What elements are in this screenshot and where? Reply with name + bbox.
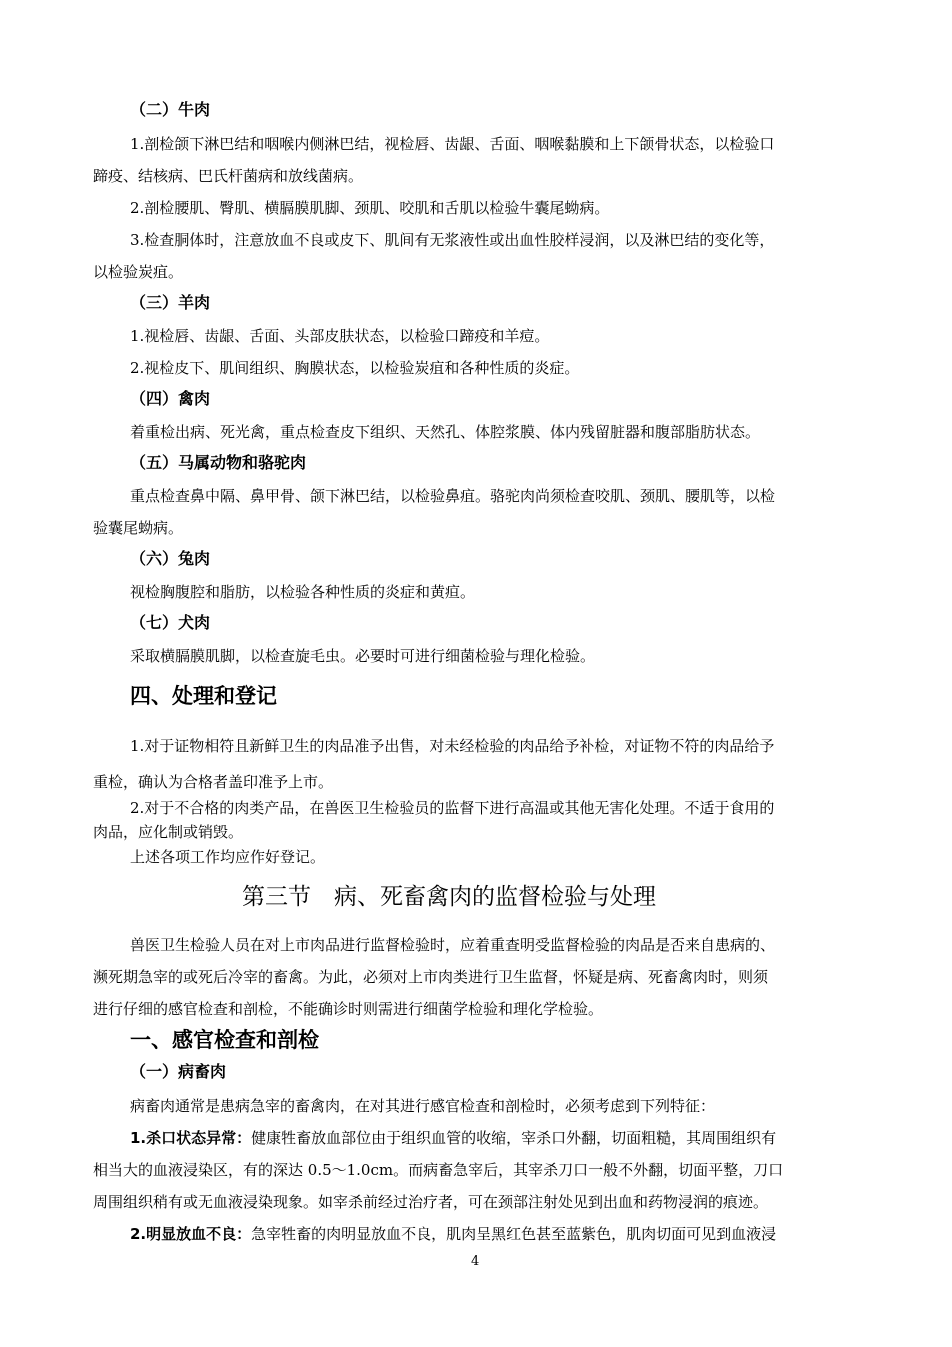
diseased-meat-intro: 病畜肉通常是患病急宰的畜禽肉，在对其进行感官检查和剖检时，必须考虑到下列特征： [130,1097,716,1115]
subheading-horse-camel: （五）马属动物和骆驼肉 [130,453,307,472]
item1-label: 1.杀口状态异常： [130,1129,252,1147]
beef-para1-line1: 1.剖检颌下淋巴结和咽喉内侧淋巴结，视检唇、齿龈、舌面、咽喉黏膜和上下颌骨状态，以检验口 [130,135,775,153]
section-heading-sensory: 一、感官检查和剖检 [130,1028,319,1052]
horse-para1-line1: 重点检查鼻中隔、鼻甲骨、颌下淋巴结，以检验鼻疽。骆驼肉尚须检查咬肌、颈肌、腰肌等，以检 [130,487,776,505]
mutton-para2: 2.视检皮下、肌间组织、胸膜状态，以检验炭疽和各种性质的炎症。 [130,359,580,377]
beef-para3-line1: 3.检查胴体时，注意放血不良或皮下、肌间有无浆液性或出血性胶样浸润，以及淋巴结的变化等， [130,231,775,249]
item1-line2: 相当大的血液浸染区，有的深达 0.5～1.0cm。而病畜急宰后，其宰杀刀口一般不外翻，切面平整，刀口 [93,1161,784,1179]
item2-text: 急宰牲畜的肉明显放血不良，肌肉呈黑红色甚至蓝紫色，肌肉切面可见到血液浸 [251,1225,777,1243]
subheading-dog: （七）犬肉 [130,613,211,632]
mutton-para1: 1.视检唇、齿龈、舌面、头部皮肤状态，以检验口蹄疫和羊痘。 [130,327,550,345]
section3-intro-line2: 濒死期急宰的或死后冷宰的畜禽。为此，必须对上市肉类进行卫生监督，怀疑是病、死畜禽肉时，则须 [93,968,769,986]
item2-line1 [130,1224,776,1244]
handling-para1-line2: 重检，确认为合格者盖印准予上市。 [93,773,334,791]
subheading-rabbit: （六）兔肉 [130,549,211,568]
subheading-poultry: （四）禽肉 [130,389,211,408]
subheading-beef: （二）牛肉 [130,100,211,119]
beef-para1-line2: 蹄疫、结核病、巴氏杆菌病和放线菌病。 [93,167,364,185]
beef-para3-line2: 以检验炭疽。 [93,263,184,281]
handling-para2-line1: 2.对于不合格的肉类产品，在兽医卫生检验员的监督下进行高温或其他无害化处理。不适于食用的 [130,799,775,817]
section-title-3: 第三节 病、死畜禽肉的监督检验与处理 [242,884,656,910]
handling-para3: 上述各项工作均应作好登记。 [130,848,326,866]
item2-label: 2.明显放血不良： [130,1225,252,1243]
section-heading-handling: 四、处理和登记 [130,684,277,708]
page-number: 4 [471,1254,480,1269]
section3-intro-line1: 兽医卫生检验人员在对上市肉品进行监督检验时，应着重查明受监督检验的肉品是否来自患病的、 [130,936,776,954]
handling-para2-line2: 肉品，应化制或销毁。 [93,823,244,841]
section3-intro-line3: 进行仔细的感官检查和剖检，不能确诊时则需进行细菌学检验和理化学检验。 [93,1000,604,1018]
subheading-diseased-meat: （一）病畜肉 [130,1062,227,1081]
beef-para2: 2.剖检腰肌、臀肌、横膈膜肌脚、颈肌、咬肌和舌肌以检验牛囊尾蚴病。 [130,199,610,217]
subheading-mutton: （三）羊肉 [130,293,211,312]
rabbit-para1: 视检胸腹腔和脂肪，以检验各种性质的炎症和黄疸。 [130,583,476,601]
dog-para1: 采取横膈膜肌脚，以检查旋毛虫。必要时可进行细菌检验与理化检验。 [130,647,596,665]
item1-line1 [130,1128,776,1148]
poultry-para1: 着重检出病、死光禽，重点检查皮下组织、天然孔、体腔浆膜、体内残留脏器和腹部脂肪状态。 [130,423,761,441]
horse-para1-line2: 验囊尾蚴病。 [93,519,184,537]
item1-line3: 周围组织稍有或无血液浸染现象。如宰杀前经过治疗者，可在颈部注射处见到出血和药物浸润的痕迹。 [93,1193,769,1211]
item1-text: 健康牲畜放血部位由于组织血管的收缩，宰杀口外翻，切面粗糙，其周围组织有 [251,1129,777,1147]
handling-para1-line1: 1.对于证物相符且新鲜卫生的肉品准予出售，对未经检验的肉品给予补检，对证物不符的肉品给予 [130,737,775,755]
